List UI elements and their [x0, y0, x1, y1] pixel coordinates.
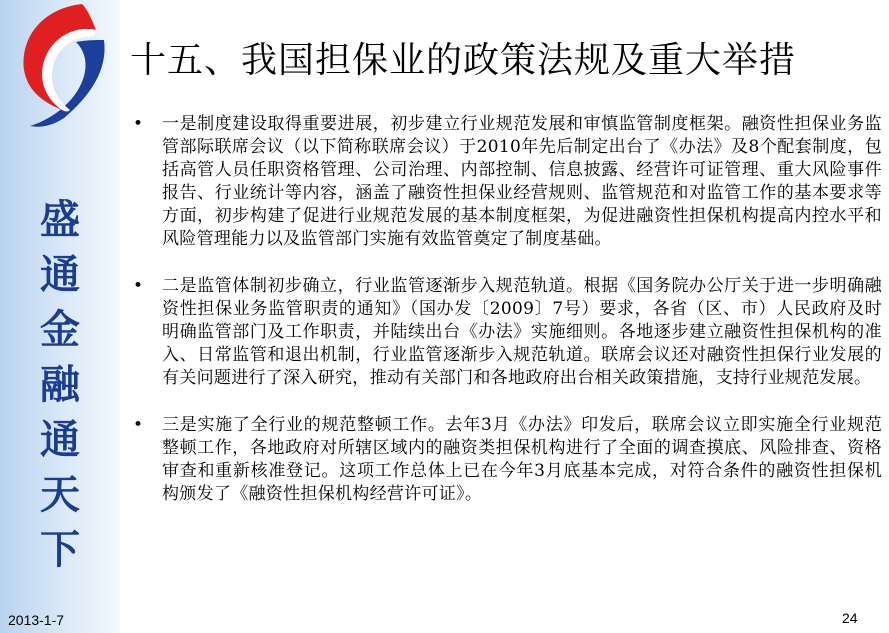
slogan-char: 融 — [40, 361, 80, 408]
bullet-item — [130, 113, 882, 251]
slogan-char: 金 — [40, 306, 80, 353]
slide-date: 2013-1-7 — [8, 612, 65, 628]
bullet-text: 三是实施了全行业的规范整顿工作。去年3月《办法》印发后，联席会议立即实施全行业规范整顿工作，各地政府对所辖区域内的融资类担保机构进行了全面的调查摸底、风险排查、资格审查和重新核准登记。这项工作总体上已在今年3月底基本完成，对符合条件的融资性担保机构颁发了《融资性担保机构经营许可证》。 — [162, 415, 882, 504]
page-number: 24 — [842, 610, 858, 626]
slogan-char: 通 — [40, 416, 80, 463]
bullet-icon: • — [133, 415, 144, 435]
bullet-list — [130, 113, 882, 530]
sidebar — [0, 0, 120, 633]
bullet-item — [130, 275, 882, 390]
bullet-item — [130, 414, 882, 506]
bullet-icon: • — [133, 276, 144, 296]
slogan-char: 通 — [40, 251, 80, 298]
bullet-icon: • — [133, 114, 144, 134]
company-logo — [4, 0, 120, 130]
slogan-char: 下 — [40, 526, 80, 573]
bullet-text: 一是制度建设取得重要进展，初步建立行业规范发展和审慎监管制度框架。融资性担保业务监管部际联席会议（以下简称联席会议）于2010年先后制定出台了《办法》及8个配套制度，包括高管人员任职资格管理、公司治理、内部控制、信息披露、经营许可证管理、重大风险事件报告、行业统计等内容，涵盖了融资性担保业经营规则、监管规范和对监管工作的基本要求等方面，初步构建了促进行业规范发展的基本制度框架，为促进融资性担保机构提高内控水平和风险管理能力以及监管部门实施有效监管奠定了制度基础。 — [162, 114, 882, 249]
slogan-char: 天 — [40, 471, 80, 518]
bullet-text: 二是监管体制初步确立，行业监管逐渐步入规范轨道。根据《国务院办公厅关于进一步明确融资性担保业务监管职责的通知》（国办发〔2009〕7号）要求，各省（区、市）人民政府及时明确监管部门及工作职责，并陆续出台《办法》实施细则。各地逐步建立融资性担保机构的准入、日常监管和退出机制，行业监管逐渐步入规范轨道。联席会议还对融资性担保行业发展的有关问题进行了深入研究，推动有关部门和各地政府出台相关政策措施，支持行业规范发展。 — [162, 276, 882, 388]
slogan-char: 盛 — [40, 196, 80, 243]
vertical-slogan — [30, 192, 90, 577]
slide-title: 十五、我国担保业的政策法规及重大举措 — [130, 40, 797, 81]
